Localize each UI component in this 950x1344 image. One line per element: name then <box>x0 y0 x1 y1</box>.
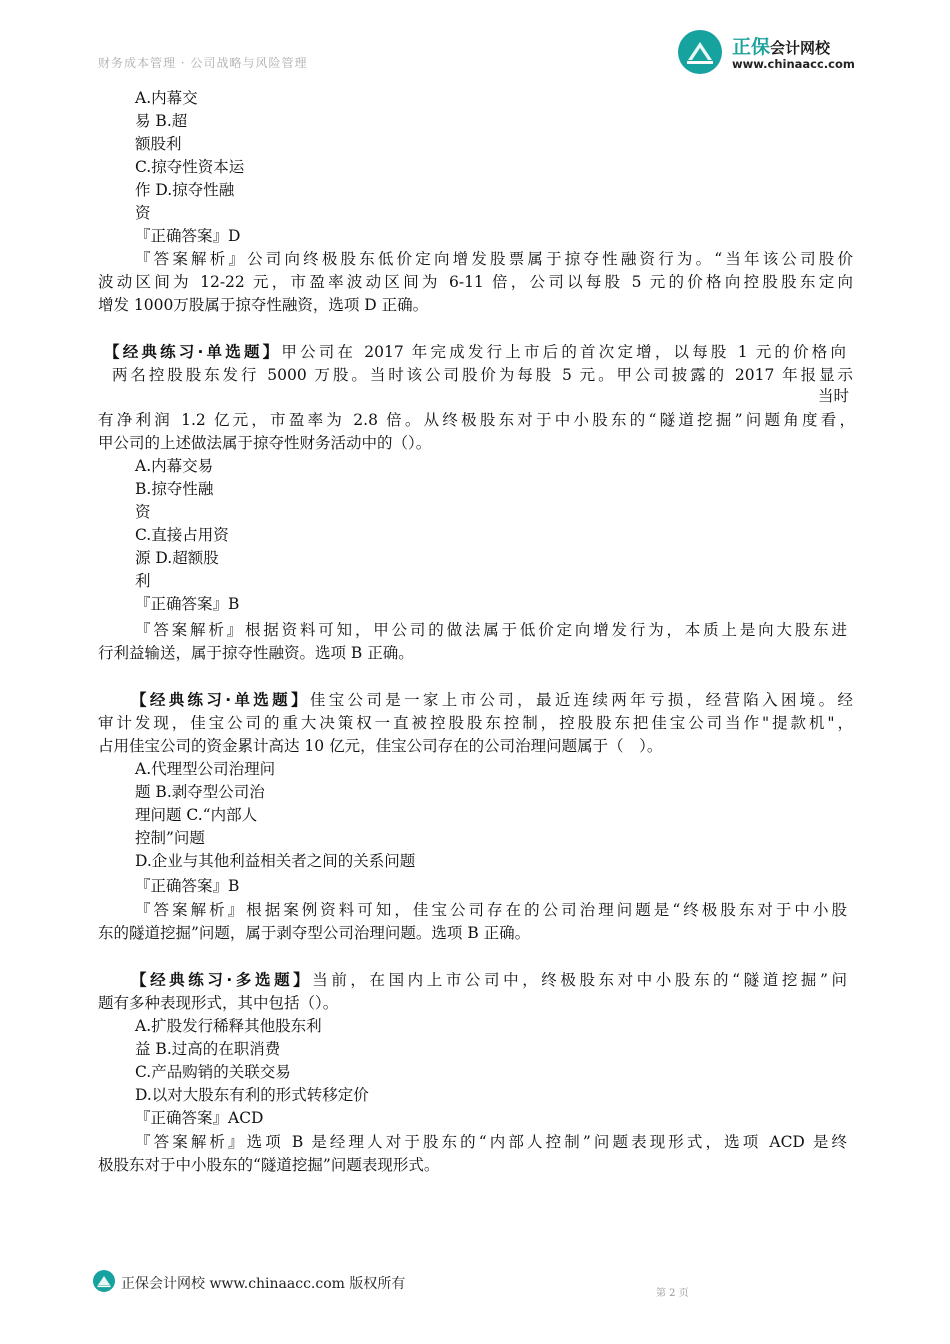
q2-stem: 甲公司的上述做法属于掠夺性财务活动中的（）。 <box>98 434 432 452</box>
q1-analysis: 增发 1000万股属于掠夺性融资，选项 D 正确。 <box>98 296 429 314</box>
logo-name: 正保会计网校 <box>732 36 831 58</box>
q4-analysis: 『答案解析』选项 B 是经理人对于股东的“内部人控制”问题表现形式，选项 ACD 是终 <box>135 1133 847 1151</box>
q3-analysis: 东的隧道挖掘”问题，属于剥夺型公司治理问题。选项 B 正确。 <box>98 924 531 942</box>
q4-option: A.扩股发行稀释其他股东利 <box>135 1017 322 1035</box>
q3-option: 题 B.剥夺型公司治 <box>135 783 265 801</box>
q2-stem: 当时 <box>818 387 850 405</box>
q2-option: B.掠夺性融 <box>135 480 214 498</box>
q2-tag: 【经典练习·单选题】 <box>104 343 282 361</box>
q4-stem: 题有多种表现形式，其中包括（）。 <box>98 994 339 1012</box>
q4-answer: 『正确答案』ACD <box>135 1109 264 1127</box>
q4-option: D.以对大股东有利的形式转移定价 <box>135 1086 369 1104</box>
q4-tag: 【经典练习·多选题】 <box>131 971 313 989</box>
q2-option: 资 <box>135 503 151 521</box>
q1-option: 易 B.超 <box>135 112 188 130</box>
q3-option: A.代理型公司治理问 <box>135 760 276 778</box>
q2-option: 源 D.超额股 <box>135 549 219 567</box>
q1-analysis: 波动区间为 12-22 元，市盈率波动区间为 6-11 倍，公司以每股 5 元的价格向控股股东定向 <box>98 273 853 291</box>
q2-stem: 有净利润 1.2 亿元，市盈率为 2.8 倍。从终极股东对于中小股东的“隧道挖掘”问题角度看， <box>98 411 855 429</box>
q3-option: 控制”问题 <box>135 829 205 847</box>
q2-stem: 两名控股股东发行 5000 万股。当时该公司股价为每股 5 元。甲公司披露的 2017 年报显示 <box>112 366 853 384</box>
footer-logo-icon <box>93 1270 115 1292</box>
q2-option: C.直接占用资 <box>135 526 229 544</box>
q4-option: C.产品购销的关联交易 <box>135 1063 291 1081</box>
q2-stem: 【经典练习·单选题】甲公司在 2017 年完成发行上市后的首次定增，以每股 1 元的价格向 <box>104 343 846 361</box>
footer-copyright: 正保会计网校 www.chinaacc.com 版权所有 <box>121 1276 406 1292</box>
q1-option: 额股利 <box>135 135 182 153</box>
q3-stem: 占用佳宝公司的资金累计高达 10 亿元，佳宝公司存在的公司治理问题属于（ ）。 <box>98 737 663 755</box>
q4-option: 益 B.过高的在职消费 <box>135 1040 281 1058</box>
q3-tag: 【经典练习·单选题】 <box>131 691 310 709</box>
q4-stem: 【经典练习·多选题】当前，在国内上市公司中，终极股东对中小股东的“隧道挖掘”问 <box>131 971 847 989</box>
header-faint-title: 财务成本管理 · 公司战略与风险管理 <box>98 56 308 70</box>
q3-stem: 审计发现，佳宝公司的重大决策权一直被控股股东控制，控股股东把佳宝公司当作"提款机"， <box>98 714 853 732</box>
brand-logo[interactable] <box>678 30 868 76</box>
q2-analysis: 『答案解析』根据资料可知，甲公司的做法属于低价定向增发行为，本质上是向大股东进 <box>135 621 847 639</box>
q1-option: 作 D.掠夺性融 <box>135 181 235 199</box>
page-number: 第 2 页 <box>656 1288 689 1299</box>
q2-analysis: 行利益输送，属于掠夺性融资。选项 B 正确。 <box>98 644 414 662</box>
q1-option: C.掠夺性资本运 <box>135 158 245 176</box>
logo-book-icon <box>678 30 722 74</box>
q1-option: A.内幕交 <box>135 89 198 107</box>
q3-answer: 『正确答案』B <box>135 877 240 895</box>
q3-option: 理问题 C.“内部人 <box>135 806 258 824</box>
q3-stem: 【经典练习·单选题】佳宝公司是一家上市公司，最近连续两年亏损，经营陷入困境。经 <box>131 691 853 709</box>
q3-analysis: 『答案解析』根据案例资料可知，佳宝公司存在的公司治理问题是“终极股东对于中小股 <box>135 901 847 919</box>
q1-option: 资 <box>135 204 151 222</box>
q2-answer: 『正确答案』B <box>135 595 240 613</box>
q1-analysis: 『答案解析』公司向终极股东低价定向增发股票属于掠夺性融资行为。“当年该公司股价 <box>135 250 853 268</box>
q2-option: A.内幕交易 <box>135 457 214 475</box>
q2-option: 利 <box>135 572 151 590</box>
q4-analysis: 极股东对于中小股东的“隧道挖掘”问题表现形式。 <box>98 1156 440 1174</box>
q3-option: D.企业与其他利益相关者之间的关系问题 <box>135 852 416 870</box>
q1-answer: 『正确答案』D <box>135 227 241 245</box>
logo-url: www.chinaacc.com <box>732 57 855 71</box>
